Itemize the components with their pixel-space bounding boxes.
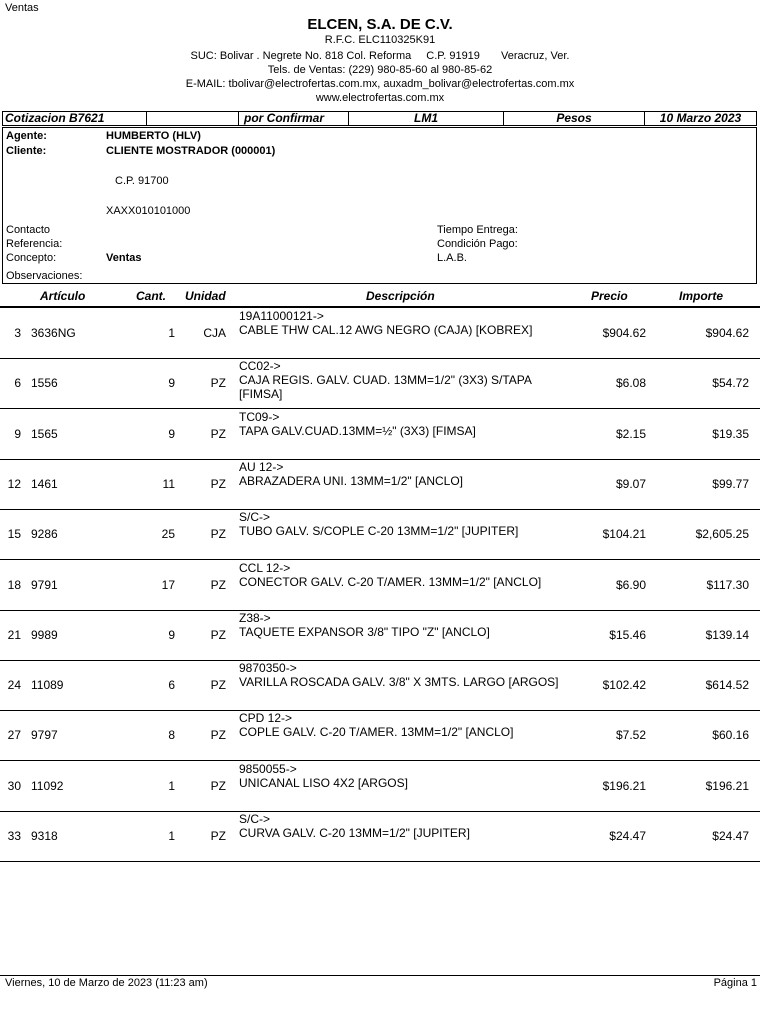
cell-qty: 6 xyxy=(168,678,175,693)
cell-code: TC09-> xyxy=(239,409,280,424)
cell-qty: 9 xyxy=(168,376,175,391)
cell-row-number: 33 xyxy=(7,829,21,843)
company-web: www.electrofertas.com.mx xyxy=(315,92,445,104)
client-cp: C.P. 91700 xyxy=(115,175,169,187)
cell-row-number: 12 xyxy=(7,476,21,491)
cell-unit: PZ xyxy=(210,778,226,793)
cell-amount: $196.21 xyxy=(705,778,749,793)
cell-desc: CABLE THW CAL.12 AWG NEGRO (CAJA) [KOBREX] xyxy=(239,323,533,337)
header-qty: Cant. xyxy=(136,289,166,303)
footer-date: Viernes, 10 de Marzo de 2023 (11:23 am) xyxy=(5,977,208,989)
cell-price: $196.21 xyxy=(602,778,646,793)
cell-amount: $19.35 xyxy=(712,426,749,441)
cell-qty: 9 xyxy=(168,426,175,441)
cell-article: 1565 xyxy=(31,426,58,441)
cell-unit: PZ xyxy=(210,527,226,542)
cell-price: $24.47 xyxy=(609,829,646,843)
cell-price: $102.42 xyxy=(602,678,646,693)
cell-code: 19A11000121-> xyxy=(239,309,324,323)
company-rfc: R.F.C. ELC110325K91 xyxy=(324,34,436,46)
cell-price: $904.62 xyxy=(602,326,646,340)
client-label: Cliente: xyxy=(6,145,47,157)
table-row xyxy=(0,560,760,611)
cell-row-number: 9 xyxy=(14,426,21,441)
cell-amount: $117.30 xyxy=(706,577,749,592)
customer-info-box xyxy=(2,127,757,284)
cell-qty: 9 xyxy=(168,627,175,642)
company-name: ELCEN, S.A. DE C.V. xyxy=(307,16,453,33)
header-description: Descripción xyxy=(366,289,435,303)
cell-price: $15.46 xyxy=(609,627,646,642)
table-row xyxy=(0,358,760,409)
table-header xyxy=(0,288,760,308)
quote-number: Cotizacion B7621 xyxy=(3,112,147,125)
cell-qty: 17 xyxy=(161,577,175,592)
cell-article: 9797 xyxy=(31,728,58,743)
contact-label: Contacto xyxy=(6,224,51,236)
cell-qty: 25 xyxy=(161,527,175,542)
payment-label: Condición Pago: xyxy=(437,238,518,250)
cell-amount: $2,605.25 xyxy=(695,527,749,542)
cell-price: $2.15 xyxy=(615,426,646,441)
cell-unit: PZ xyxy=(210,829,226,843)
header-article: Artículo xyxy=(40,289,86,303)
cell-article: 9286 xyxy=(31,527,58,542)
footer-divider xyxy=(0,975,760,976)
cell-unit: PZ xyxy=(210,627,226,642)
agent-label: Agente: xyxy=(6,130,47,142)
cell-amount: $60.16 xyxy=(712,728,749,743)
cell-article: 3636NG xyxy=(31,326,76,340)
cell-desc: CURVA GALV. C-20 13MM=1/2" [JUPITER] xyxy=(239,826,470,840)
cell-desc: TAQUETE EXPANSOR 3/8" TIPO "Z" [ANCLO] xyxy=(239,624,490,639)
cell-article: 9791 xyxy=(31,577,58,592)
quote-spacer xyxy=(147,112,239,125)
cell-article: 11089 xyxy=(31,678,64,693)
cell-qty: 1 xyxy=(168,326,175,340)
concept-value: Ventas xyxy=(106,252,142,264)
cell-unit: PZ xyxy=(210,426,226,441)
cell-desc: VARILLA ROSCADA GALV. 3/8" X 3MTS. LARGO [ARGOS] xyxy=(239,675,559,690)
cell-article: 9989 xyxy=(31,627,58,642)
cell-row-number: 6 xyxy=(14,376,21,391)
cell-code: CPD 12-> xyxy=(239,711,293,726)
cell-amount: $139.14 xyxy=(705,627,749,642)
delivery-label: Tiempo Entrega: xyxy=(437,224,518,236)
quote-bar xyxy=(2,111,757,126)
cell-code: S/C-> xyxy=(239,812,271,826)
cell-desc: CONECTOR GALV. C-20 T/AMER. 13MM=1/2" [ANCLO] xyxy=(239,574,542,589)
cell-price: $104.21 xyxy=(602,527,646,542)
cell-qty: 1 xyxy=(168,829,175,843)
cell-price: $6.90 xyxy=(615,577,646,592)
cell-code: AU 12-> xyxy=(239,459,284,474)
cell-row-number: 30 xyxy=(7,778,21,793)
company-address: SUC: Bolivar . Negrete No. 818 Col. Reforma xyxy=(190,50,412,62)
cell-amount: $904.62 xyxy=(705,326,749,340)
table-row xyxy=(0,459,760,510)
cell-price: $6.08 xyxy=(615,376,646,391)
header-unit: Unidad xyxy=(185,289,226,303)
agent-value: HUMBERTO (HLV) xyxy=(106,130,201,142)
corner-label: Ventas xyxy=(5,2,39,14)
price-list: LM1 xyxy=(349,112,504,125)
cell-row-number: 24 xyxy=(7,678,21,693)
cell-unit: CJA xyxy=(203,326,226,340)
currency: Pesos xyxy=(504,112,645,125)
client-value: CLIENTE MOSTRADOR (000001) xyxy=(106,145,276,157)
cell-unit: PZ xyxy=(210,476,226,491)
cell-desc: ABRAZADERA UNI. 13MM=1/2" [ANCLO] xyxy=(239,473,463,488)
quote-status: por Confirmar xyxy=(239,112,349,125)
cell-desc: TAPA GALV.CUAD.13MM=½" (3X3) [FIMSA] xyxy=(239,423,476,438)
table-row xyxy=(0,761,760,812)
cell-article: 11092 xyxy=(31,778,64,793)
cell-row-number: 15 xyxy=(7,527,21,542)
header-price: Precio xyxy=(591,289,628,303)
company-phones: Tels. de Ventas: (229) 980-85-60 al 980-85-62 xyxy=(267,64,493,76)
cell-price: $7.52 xyxy=(615,728,646,743)
client-rfc: XAXX010101000 xyxy=(106,205,191,217)
cell-unit: PZ xyxy=(210,376,226,391)
table-row xyxy=(0,509,760,560)
cell-desc: UNICANAL LISO 4X2 [ARGOS] xyxy=(239,775,408,790)
cell-unit: PZ xyxy=(210,678,226,693)
header-amount: Importe xyxy=(679,289,724,303)
lab-label: L.A.B. xyxy=(437,252,467,264)
table-row xyxy=(0,409,760,460)
cell-row-number: 3 xyxy=(14,326,21,340)
cell-code: 9850055-> xyxy=(239,761,297,776)
quote-date: 10 Marzo 2023 xyxy=(659,111,742,125)
table-row xyxy=(0,710,760,761)
cell-code: CCL 12-> xyxy=(239,560,291,575)
cell-desc: TUBO GALV. S/COPLE C-20 13MM=1/2" [JUPITER] xyxy=(239,524,519,539)
cell-code: Z38-> xyxy=(239,610,271,625)
table-row xyxy=(0,660,760,711)
concept-label: Concepto: xyxy=(6,252,57,264)
cell-amount: $99.77 xyxy=(712,476,749,491)
cell-desc: COPLE GALV. C-20 T/AMER. 13MM=1/2" [ANCLO] xyxy=(239,725,514,740)
cell-unit: PZ xyxy=(210,577,226,592)
company-cp: C.P. 91919 xyxy=(426,50,480,62)
cell-article: 1461 xyxy=(31,476,58,491)
company-city: Veracruz, Ver. xyxy=(500,50,570,62)
cell-row-number: 21 xyxy=(7,627,21,642)
cell-code: 9870350-> xyxy=(239,661,297,676)
cell-row-number: 27 xyxy=(7,728,21,743)
observations-label: Observaciones: xyxy=(6,270,83,282)
cell-qty: 1 xyxy=(168,778,175,793)
footer-page: Página 1 xyxy=(713,977,757,989)
reference-label: Referencia: xyxy=(6,238,63,250)
table-row xyxy=(0,610,760,661)
table-row xyxy=(0,308,760,359)
cell-price: $9.07 xyxy=(615,476,646,491)
cell-amount: $614.52 xyxy=(705,678,749,693)
cell-article: 1556 xyxy=(31,376,58,391)
table-row xyxy=(0,811,760,862)
cell-article: 9318 xyxy=(31,829,58,843)
company-address-line xyxy=(0,50,760,62)
cell-qty: 11 xyxy=(162,476,175,491)
cell-amount: $24.47 xyxy=(712,829,749,843)
cell-row-number: 18 xyxy=(7,577,21,592)
company-email: E-MAIL: tbolivar@electrofertas.com.mx, auxadm_bolivar@electrofertas.com.mx xyxy=(185,78,575,90)
cell-code: S/C-> xyxy=(239,510,271,525)
cell-desc: CAJA REGIS. GALV. CUAD. 13MM=1/2" (3X3) S/TAPA [FIMSA] xyxy=(239,373,532,402)
cell-unit: PZ xyxy=(210,728,226,743)
cell-qty: 8 xyxy=(168,728,175,743)
cell-amount: $54.72 xyxy=(712,376,749,391)
cell-code: CC02-> xyxy=(239,359,281,374)
